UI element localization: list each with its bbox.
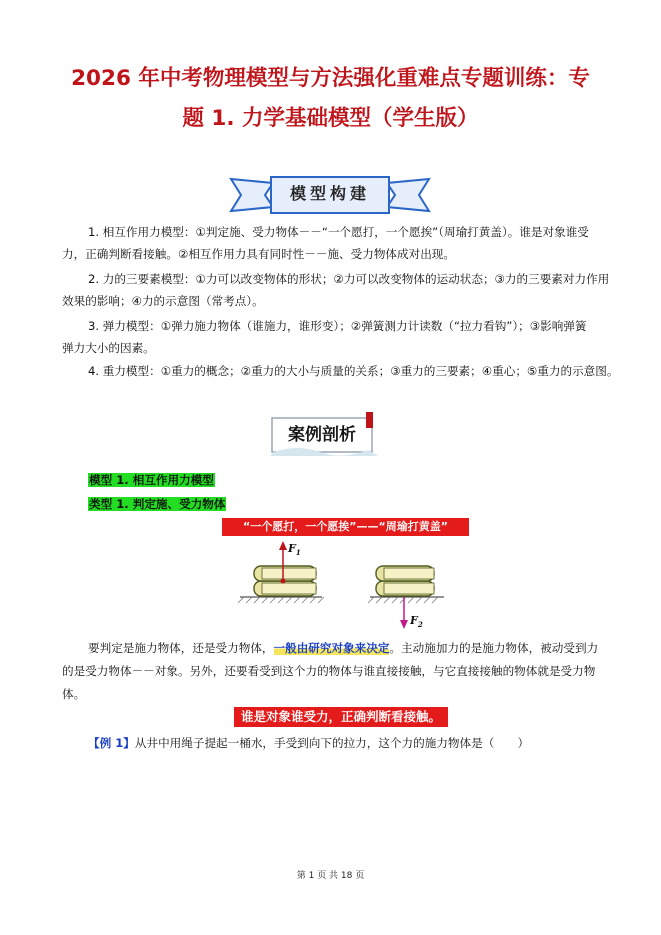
model-point-1-line-2: 力，正确判断看接触。②相互作用力具有同时性－－施、受力物体成对出现。 [62, 247, 455, 261]
page-footer: 第 1 页 共 18 页 [296, 871, 365, 881]
page-title-line-2: 题 1. 力学基础模型（学生版） [182, 106, 479, 131]
banner-case-text: 案例剖析 [288, 425, 356, 445]
red-title-bar: “一个愿打，一个愿挨”——“周瑜打黄盖” [222, 518, 469, 536]
model-label-text: 模型 1. 相互作用力模型 [89, 473, 214, 487]
emphasis-research-object: 一般由研究对象来决定 [273, 641, 390, 655]
banner-model-text: 模型构建 [289, 184, 370, 203]
type-label [88, 494, 226, 514]
model-point-2-line-1: 2. 力的三要素模型：①力可以改变物体的形状；②力可以改变物体的运动状态；③力的三要素对力作用 [88, 272, 610, 286]
example-text: 从井中用绳子提起一桶水，手受到向下的拉力，这个力的施力物体是（ ） [134, 736, 530, 750]
example-tag: 【例 1】 [88, 736, 135, 750]
explain-line-2: 的是受力物体－－对象。另外，还要看受到这个力的物体与谁直接接触，与它直接接触的物体就是受力物 [62, 664, 596, 678]
type-label-text: 类型 1. 判定施、受力物体 [89, 497, 226, 511]
f2-label: $F_2$ [410, 614, 423, 630]
example-1 [88, 733, 529, 753]
model-point-4-line-1: 4. 重力模型：①重力的概念；②重力的大小与质量的关系；③重力的三要素；④重心；⑤重力的示意图。 [88, 364, 619, 378]
model-point-3-line-2: 弹力大小的因素。 [62, 341, 155, 355]
explain-line-1: 要判定是施力物体，还是受力物体，一般由研究对象来决定。主动施加力的是施力物体，被动受到力 [88, 641, 599, 655]
model-label [88, 470, 215, 490]
force-figure [236, 540, 446, 630]
model-point-2-line-2: 效果的影响；④力的示意图（常考点）。 [62, 294, 264, 308]
section-banner-model [229, 173, 431, 217]
explain-line-3: 体。 [62, 687, 86, 701]
right-book-stack [376, 566, 434, 596]
model-point-1-line-1: 1. 相互作用力模型：①判定施、受力物体－－“一个愿打，一个愿挨”（周瑜打黄盖）。谁是对象谁受 [88, 225, 589, 239]
model-point-3-line-1: 3. 弹力模型：①弹力施力物体（谁施力，谁形变）；②弹簧测力计读数（“拉力看钩”）；③影响弹簧 [88, 319, 587, 333]
section-banner-case [268, 410, 388, 460]
f1-label: $F_1$ [288, 542, 301, 558]
page-title-line-1: 2026 年中考物理模型与方法强化重难点专题训练：专 [71, 66, 590, 91]
red-rule-bar: 谁是对象谁受力，正确判断看接触。 [234, 707, 448, 727]
